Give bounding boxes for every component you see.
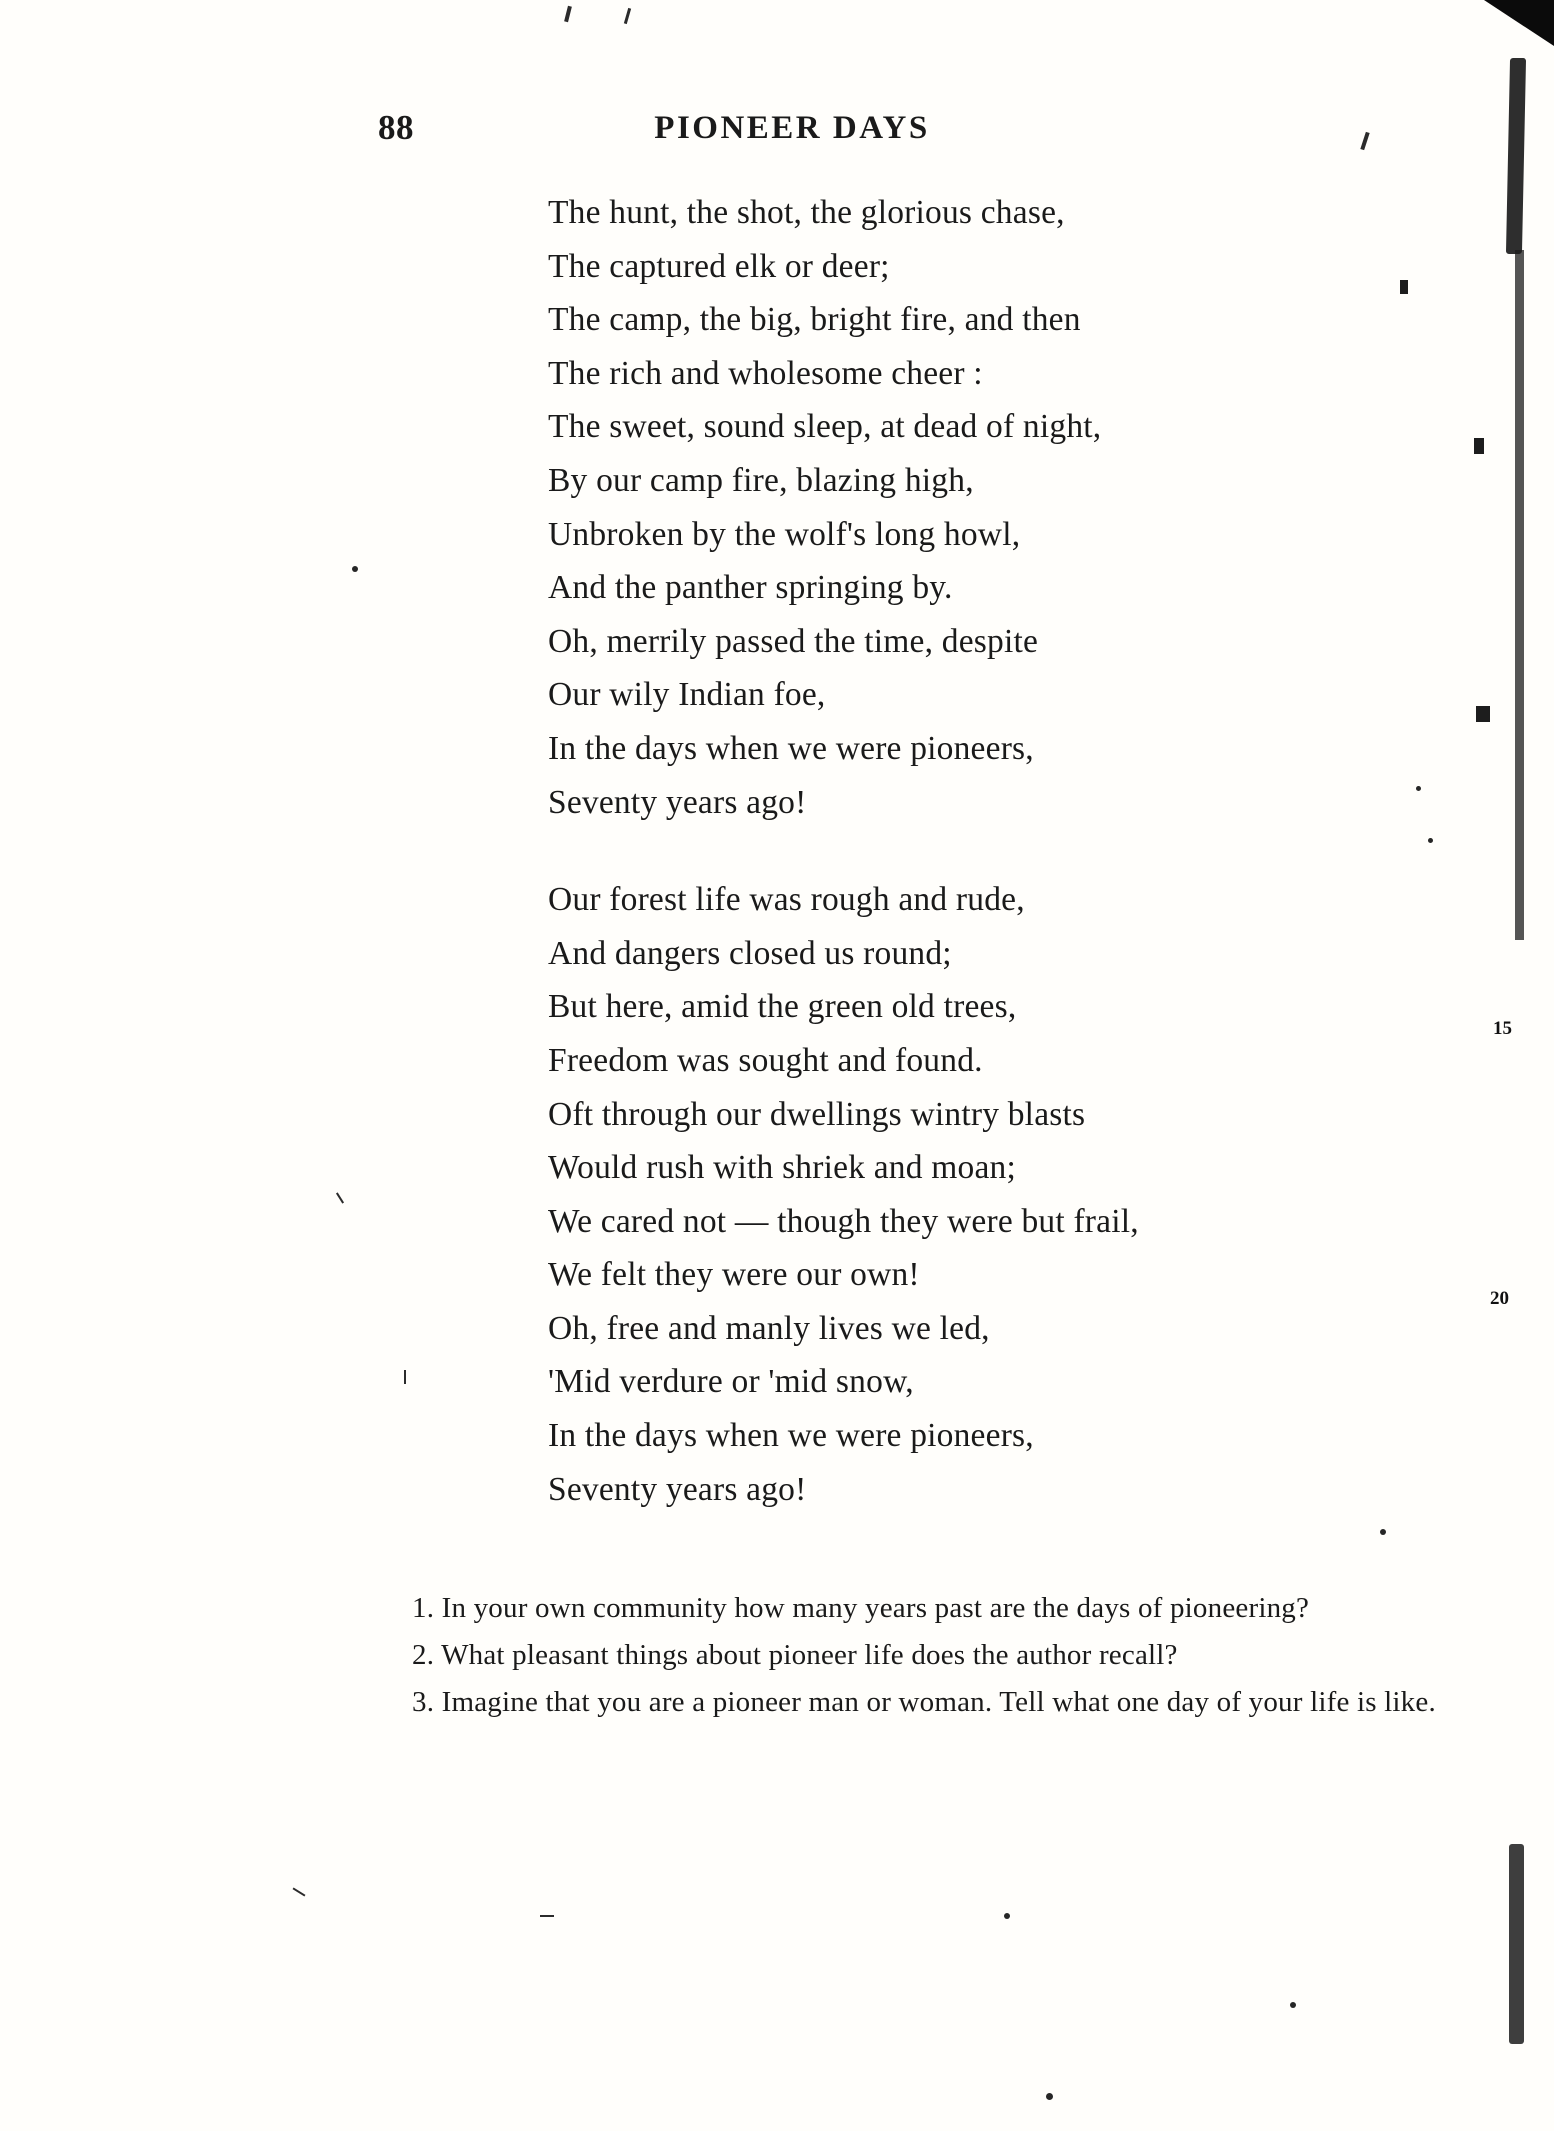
verse-line: Oft through our dwellings wintry blasts <box>548 1095 1086 1133</box>
verse-line: The rich and wholesome cheer : <box>548 354 983 392</box>
verse-line: Unbroken by the wolf's long howl, <box>548 515 1021 553</box>
verse-line: And the panther springing by. <box>548 569 953 607</box>
verse-line: Oh, merrily passed the time, despite <box>548 622 1039 660</box>
verse-line: But here, amid the green old trees, <box>548 988 1017 1026</box>
scan-speck <box>1046 2093 1053 2100</box>
verse-line: The sweet, sound sleep, at dead of night, <box>548 408 1102 446</box>
verse-line: The captured elk or deer; <box>548 247 890 285</box>
scan-speck <box>1428 838 1433 843</box>
page-number: 88 <box>378 108 414 147</box>
verse-line: Would rush with shriek and moan; <box>548 1149 1016 1187</box>
scan-speck <box>352 566 358 572</box>
scan-tick <box>564 6 572 22</box>
page-corner-artifact <box>1484 0 1554 46</box>
line-number-20: 20 <box>1490 1288 1509 1309</box>
scan-speck <box>1290 2002 1296 2008</box>
binding-edge-artifact-bottom <box>1509 1844 1524 2044</box>
verse-line: 'Mid verdure or 'mid snow, <box>548 1363 914 1401</box>
line-number-15: 15 <box>1493 1018 1512 1039</box>
scan-tick <box>404 1370 406 1384</box>
question-item: 2. What pleasant things about pioneer life does the author recall? <box>412 1639 1178 1671</box>
scan-tick <box>1474 438 1484 454</box>
scan-tick <box>336 1192 344 1203</box>
verse-line: By our camp fire, blazing high, <box>548 461 974 499</box>
questions-list <box>360 1585 1482 1726</box>
running-title: PIONEER DAYS <box>654 110 930 146</box>
scan-speck <box>1416 786 1421 791</box>
binding-edge-artifact-middle <box>1515 250 1524 940</box>
verse-line: Oh, free and manly lives we led, <box>548 1309 990 1347</box>
stanza <box>548 186 1388 829</box>
verse-line: Seventy years ago! <box>548 1470 807 1508</box>
page-header <box>0 108 1554 158</box>
verse-line: We cared not — though they were but frail, <box>548 1202 1139 1240</box>
verse-line: Our forest life was rough and rude, <box>548 881 1025 919</box>
verse-line: In the days when we were pioneers, <box>548 729 1034 767</box>
scan-tick <box>624 8 631 24</box>
verse-line: The hunt, the shot, the glorious chase, <box>548 194 1065 231</box>
scan-tick <box>293 1887 306 1896</box>
verse-line: The camp, the big, bright fire, and then <box>548 301 1081 339</box>
scan-tick <box>1476 706 1490 722</box>
scan-speck <box>1004 1913 1010 1919</box>
stanza <box>548 873 1388 1516</box>
poem-body <box>548 186 1388 1560</box>
question-item: 1. In your own community how many years past are the days of pioneering? <box>412 1592 1310 1624</box>
verse-line: And dangers closed us round; <box>548 934 952 972</box>
verse-line: We felt they were our own! <box>548 1256 920 1294</box>
question-item: 3. Imagine that you are a pioneer man or woman. Tell what one day of your life is like. <box>412 1686 1436 1718</box>
verse-line: Our wily Indian foe, <box>548 676 826 714</box>
verse-line: Freedom was sought and found. <box>548 1041 983 1079</box>
verse-line: In the days when we were pioneers, <box>548 1417 1034 1455</box>
verse-line: Seventy years ago! <box>548 783 807 821</box>
scan-tick <box>540 1915 554 1917</box>
scan-tick <box>1400 280 1408 294</box>
